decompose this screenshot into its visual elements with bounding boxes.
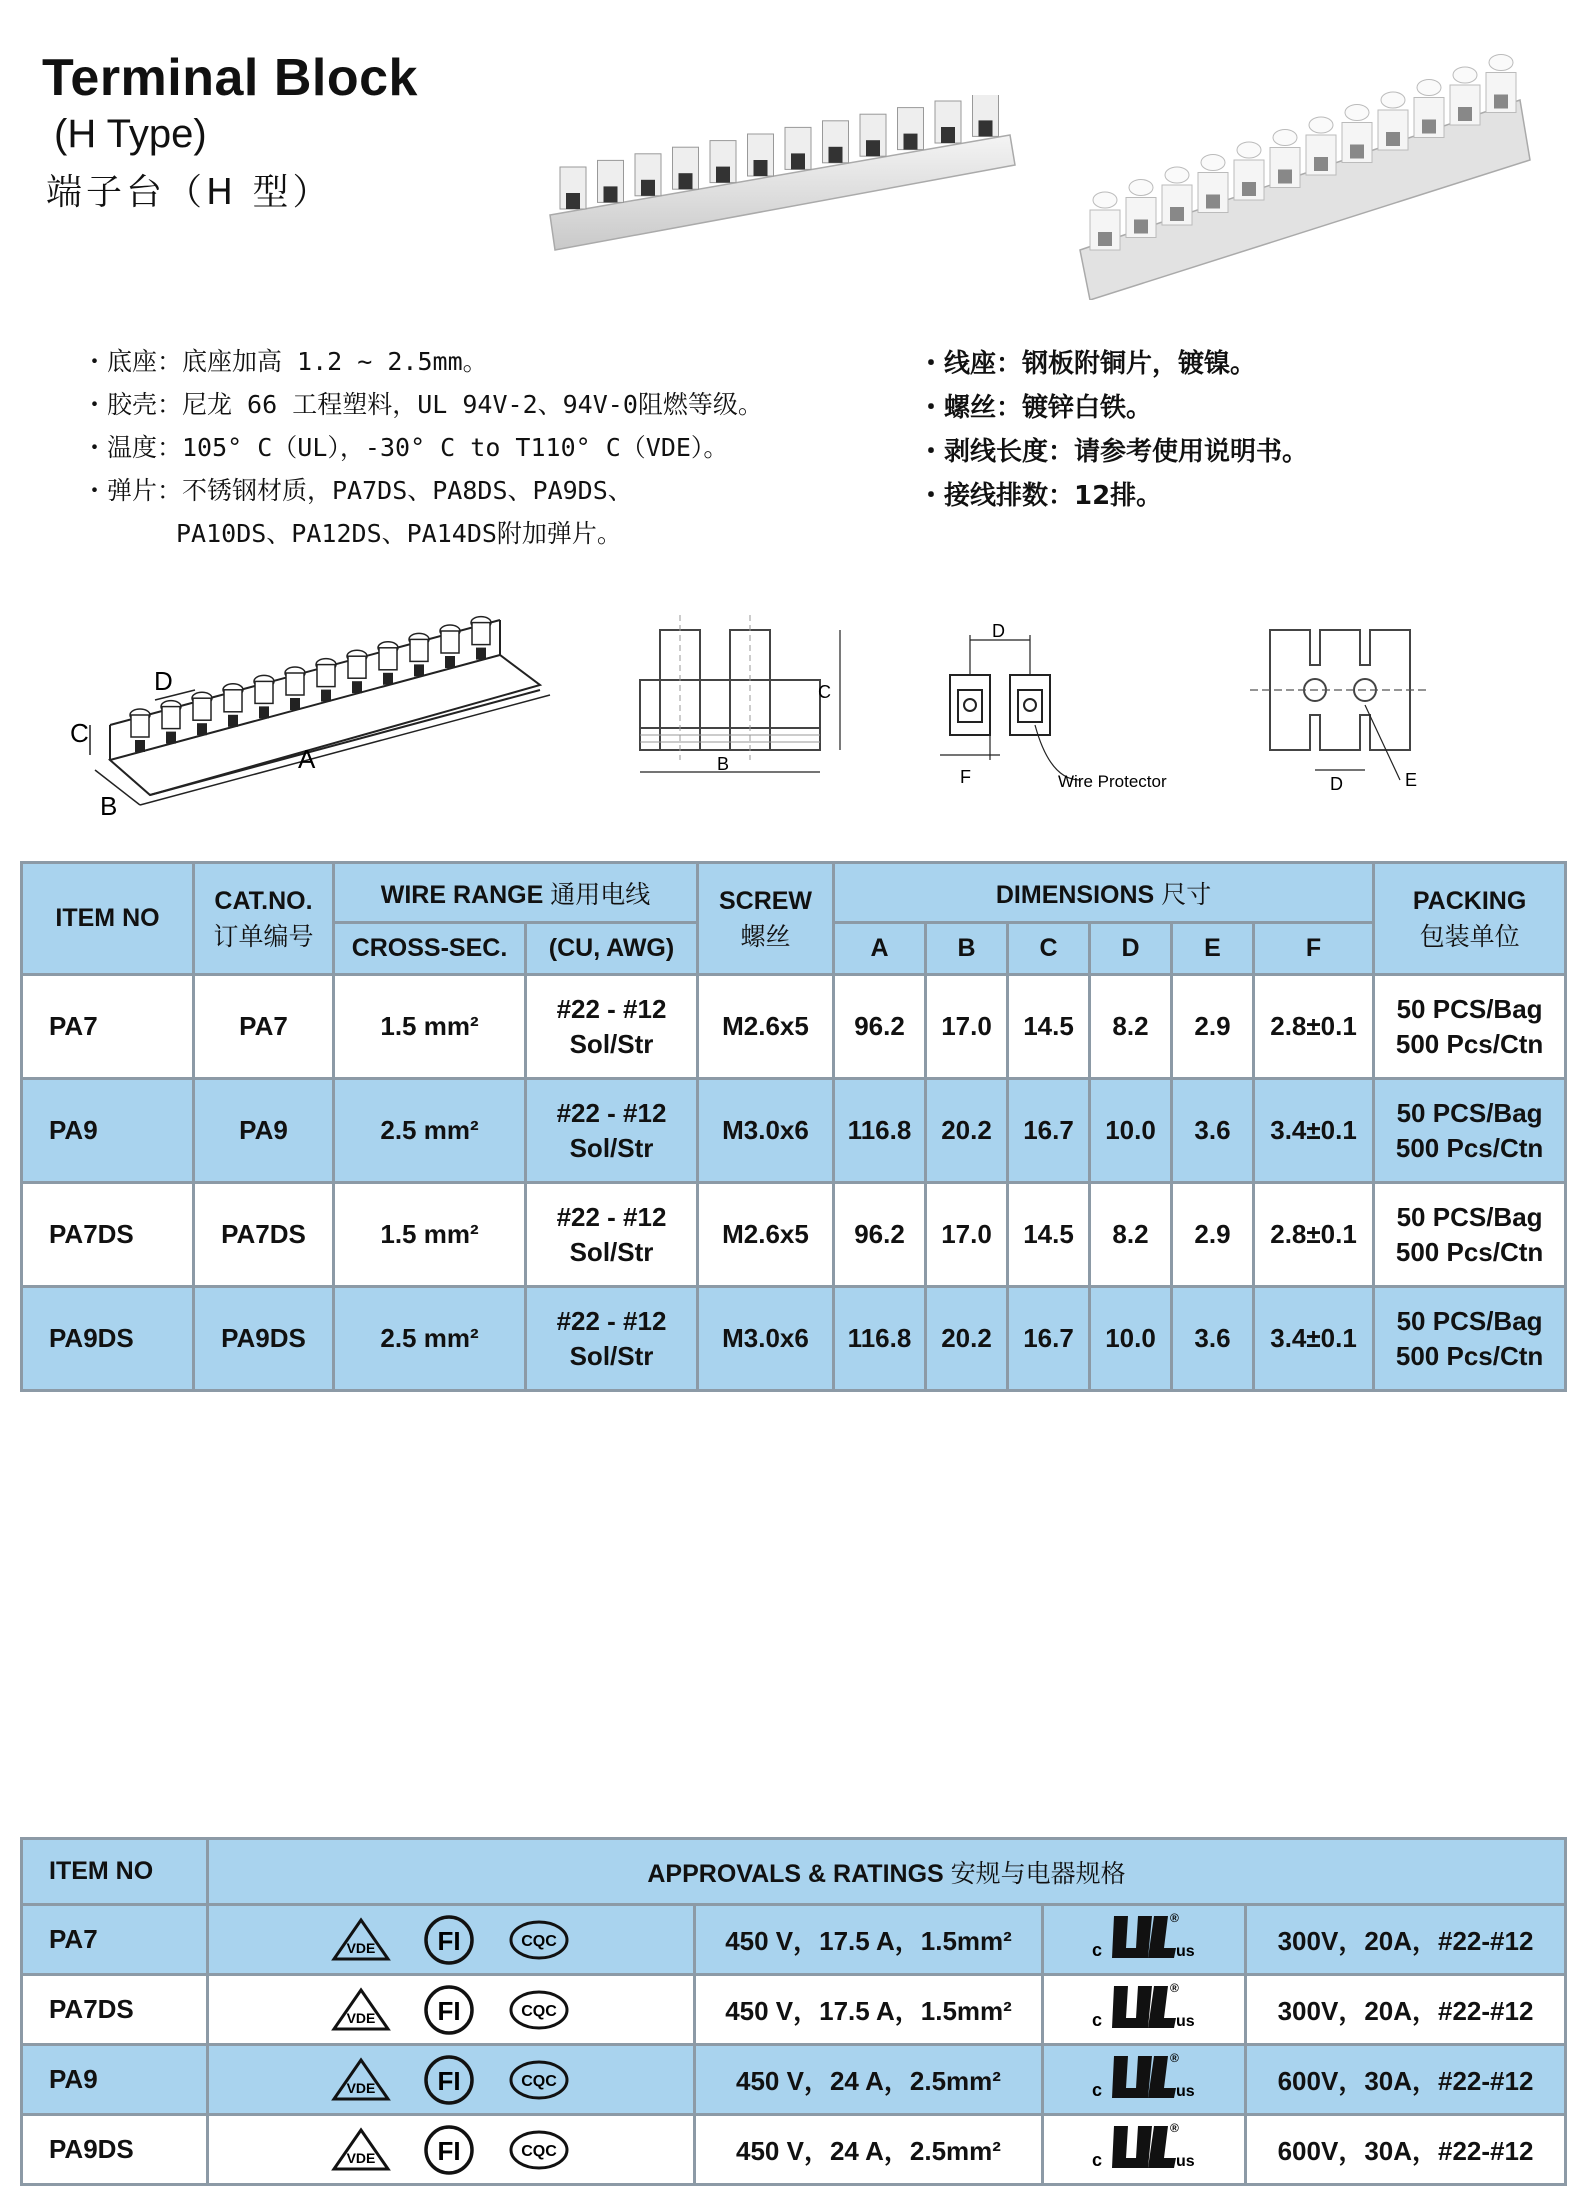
dim-d-cell: 10.0 — [1090, 1079, 1172, 1183]
col-header-approvals — [208, 1839, 1566, 1905]
col-header-cross-sec: CROSS-SEC. — [334, 923, 526, 975]
ul-us-text: us — [1176, 1943, 1195, 1960]
fi-mark-text: FI — [437, 2135, 461, 2166]
screw-body — [193, 698, 211, 720]
vde-rating-cell: 450 V，24 A，2.5mm² — [695, 2045, 1043, 2115]
screw-body — [286, 673, 304, 695]
terminal-screw — [1093, 192, 1117, 208]
col-header-item-no: ITEM NO — [22, 863, 194, 975]
dim-f-cell: 2.8±0.1 — [1254, 975, 1374, 1079]
ul-us-text: us — [1176, 2083, 1195, 2100]
dimension-label-d: D — [992, 621, 1005, 641]
top-view-drawing — [1250, 620, 1490, 800]
fi-mark-text: FI — [437, 1995, 461, 2026]
cat-no-cell: PA7 — [194, 975, 334, 1079]
screw-body — [410, 639, 428, 661]
dim-a-cell: 116.8 — [834, 1287, 926, 1391]
approvals-table — [20, 1837, 1567, 2186]
dim-c-cell: 14.5 — [1008, 975, 1090, 1079]
terminal-screw-hole — [679, 173, 693, 189]
table-row — [22, 1183, 1566, 1287]
fi-logo-icon — [422, 2123, 476, 2177]
cat-no-label-cn: 订单编号 — [213, 921, 314, 951]
screw-label: SCREW — [718, 886, 813, 915]
approvals-label-cn: 安规与电器规格 — [950, 1858, 1126, 1888]
table-row — [22, 975, 1566, 1079]
wire-range-label: WIRE RANGE — [380, 880, 544, 909]
feature-line: ・线座：钢板附铜片，镀镍。 — [918, 349, 1257, 379]
terminal-wire-hole — [1314, 157, 1328, 171]
col-header-dim-c: C — [1008, 923, 1090, 975]
terminal-screw — [1417, 80, 1441, 96]
table-row — [22, 1287, 1566, 1391]
screw-cell: M3.0x6 — [698, 1287, 834, 1391]
dimension-label-f: F — [960, 767, 971, 787]
terminal-wire-hole — [1206, 195, 1220, 209]
cqc-mark-text: CQC — [521, 1932, 558, 1950]
dimension-label-b: B — [717, 754, 730, 774]
col-header-dim-d: D — [1090, 923, 1172, 975]
dim-a-cell: 96.2 — [834, 1183, 926, 1287]
ul-rating-cell: 600V，30A，#22-#12 — [1246, 2045, 1566, 2115]
col-header-cat-no — [194, 863, 334, 975]
vde-logo-icon — [331, 1917, 391, 1963]
wire-hole — [476, 648, 486, 660]
terminal-screw — [1489, 55, 1513, 71]
item-no-cell: PA7DS — [22, 1975, 208, 2045]
packing-bag: 50 PCS/Bag — [1396, 1305, 1543, 1336]
wire-hole — [445, 656, 455, 668]
screw-body — [255, 681, 273, 703]
awg-type: Sol/Str — [569, 1132, 654, 1163]
terminal-screw — [1381, 92, 1405, 108]
dim-b-cell: 20.2 — [926, 1079, 1008, 1183]
screw-label-cn: 螺丝 — [740, 921, 791, 951]
feature-line: ・弹片：不锈钢材质，PA7DS、PA8DS、PA9DS、 — [82, 476, 633, 505]
dim-b-cell: 17.0 — [926, 1183, 1008, 1287]
ul-rating-cell: 300V，20A，#22-#12 — [1246, 1975, 1566, 2045]
approval-marks-cell — [208, 2045, 695, 2115]
cross-sec-cell: 1.5 mm² — [334, 1183, 526, 1287]
terminal-wire-hole — [1242, 182, 1256, 196]
item-no-cell: PA7DS — [22, 1183, 194, 1287]
packing-cell — [1374, 1183, 1566, 1287]
cul-us-logo-icon — [1084, 1908, 1204, 1964]
awg-cell — [526, 1287, 698, 1391]
terminal-screw-hole — [904, 134, 918, 150]
cqc-mark-text: CQC — [521, 2072, 558, 2090]
col-header-dimensions — [834, 863, 1374, 923]
dim-a-cell: 96.2 — [834, 975, 926, 1079]
screw-body — [131, 715, 149, 737]
cross-sec-cell: 1.5 mm² — [334, 975, 526, 1079]
ul-c-text: c — [1092, 2080, 1103, 2100]
dim-e-cell: 2.9 — [1172, 1183, 1254, 1287]
dimension-label-c: C — [70, 718, 89, 748]
dim-c-cell: 14.5 — [1008, 1183, 1090, 1287]
item-no-cell: PA7 — [22, 975, 194, 1079]
terminal-screw — [1273, 130, 1297, 146]
vde-rating-cell: 450 V，24 A，2.5mm² — [695, 2115, 1043, 2185]
wire-hole — [414, 664, 424, 676]
col-header-dim-f: F — [1254, 923, 1374, 975]
cross-sec-cell: 2.5 mm² — [334, 1079, 526, 1183]
table-row — [22, 2045, 1566, 2115]
feature-line: ・底座：底座加高 1.2 ~ 2.5mm。 — [82, 347, 488, 376]
packing-ctn: 500 Pcs/Ctn — [1395, 1132, 1544, 1163]
dimension-label-e: E — [1405, 770, 1418, 790]
col-header-packing — [1374, 863, 1566, 975]
dim-e-cell: 2.9 — [1172, 975, 1254, 1079]
approvals-label: APPROVALS & RATINGS — [647, 1859, 944, 1888]
terminal-screw — [1129, 180, 1153, 196]
feature-line: ・胶壳：尼龙 66 工程塑料，UL 94V-2、94V-0阻燃等级。 — [82, 390, 763, 419]
ul-rating-cell: 600V，30A，#22-#12 — [1246, 2115, 1566, 2185]
wire-protector-label: Wire Protector — [1058, 772, 1167, 791]
terminal-wire-hole — [1278, 170, 1292, 184]
terminal-screw-hole — [941, 127, 955, 143]
awg-cell — [526, 1079, 698, 1183]
fi-logo-icon — [422, 1913, 476, 1967]
vde-logo-icon — [331, 2057, 391, 2103]
wire-range-label-cn: 通用电线 — [550, 879, 651, 909]
packing-bag: 50 PCS/Bag — [1396, 993, 1543, 1024]
packing-ctn: 500 Pcs/Ctn — [1395, 1028, 1544, 1059]
packing-cell — [1374, 1287, 1566, 1391]
packing-cell — [1374, 1079, 1566, 1183]
approval-marks-cell — [208, 1905, 695, 1975]
wire-hole — [352, 681, 362, 693]
wire-hole — [383, 673, 393, 685]
screw-cell: M2.6x5 — [698, 1183, 834, 1287]
table-row — [22, 1905, 1566, 1975]
screw-body — [472, 623, 490, 645]
vde-logo-icon — [331, 1987, 391, 2033]
item-no-cell: PA9DS — [22, 2115, 208, 2185]
vde-mark-text: VDE — [346, 2009, 376, 2026]
fi-logo-icon — [422, 2053, 476, 2107]
wire-hole — [290, 698, 300, 710]
terminal-screw-hole — [566, 193, 580, 209]
terminal-screw-hole — [641, 180, 655, 196]
screw-body — [317, 665, 335, 687]
table-row — [22, 2115, 1566, 2185]
cross-sec-cell: 2.5 mm² — [334, 1287, 526, 1391]
terminal-wire-hole — [1494, 95, 1508, 109]
features-left — [82, 340, 763, 555]
dimension-label-c: C — [818, 682, 831, 702]
awg-type: Sol/Str — [569, 1028, 654, 1059]
terminal-screw-hole — [716, 167, 730, 183]
terminal-screw-hole — [866, 140, 880, 156]
dim-e-cell: 3.6 — [1172, 1287, 1254, 1391]
awg-cell — [526, 1183, 698, 1287]
packing-cell — [1374, 975, 1566, 1079]
isometric-drawing — [70, 590, 570, 830]
cul-us-logo-icon — [1084, 1978, 1204, 2034]
terminal-screw — [1453, 67, 1477, 83]
screw-cell: M3.0x6 — [698, 1079, 834, 1183]
vde-rating-cell: 450 V，17.5 A，1.5mm² — [695, 1975, 1043, 2045]
packing-bag: 50 PCS/Bag — [1396, 1201, 1543, 1232]
ul-us-text: us — [1176, 2153, 1195, 2170]
side-section-drawing — [630, 610, 860, 810]
col-header-dim-e: E — [1172, 923, 1254, 975]
fi-logo-icon — [422, 1983, 476, 2037]
cat-no-cell: PA9 — [194, 1079, 334, 1183]
feature-line: ・剥线长度：请参考使用说明书。 — [918, 437, 1309, 467]
wire-hole — [197, 723, 207, 735]
vde-logo-icon — [331, 2127, 391, 2173]
dimension-label-b: B — [100, 791, 118, 821]
dim-f-cell: 3.4±0.1 — [1254, 1079, 1374, 1183]
fi-mark-text: FI — [437, 2065, 461, 2096]
awg-range: #22 - #12 — [556, 1201, 667, 1232]
page-title: Terminal Block — [42, 49, 418, 107]
terminal-wire-hole — [1458, 107, 1472, 121]
terminal-wire-hole — [1170, 207, 1184, 221]
ul-rating-cell: 300V，20A，#22-#12 — [1246, 1905, 1566, 1975]
cul-us-logo-icon — [1084, 2048, 1204, 2104]
dim-c-cell: 16.7 — [1008, 1079, 1090, 1183]
wire-hole — [135, 740, 145, 752]
cqc-mark-text: CQC — [521, 2142, 558, 2160]
subtitle: (H Type) — [54, 112, 207, 156]
cat-no-label: CAT.NO. — [214, 886, 313, 915]
wire-hole — [228, 715, 238, 727]
packing-label: PACKING — [1412, 886, 1527, 915]
screw-cell: M2.6x5 — [698, 975, 834, 1079]
item-no-cell: PA7 — [22, 1905, 208, 1975]
subtitle-cn: 端子台（H 型） — [46, 172, 333, 213]
cat-no-cell: PA7DS — [194, 1183, 334, 1287]
dimensions-label-cn: 尺寸 — [1161, 879, 1212, 909]
vde-mark-text: VDE — [346, 2149, 376, 2166]
terminal-wire-hole — [1386, 132, 1400, 146]
terminal-screw — [1201, 155, 1225, 171]
terminal-screw-hole — [604, 186, 618, 202]
screw-body — [348, 656, 366, 678]
packing-bag: 50 PCS/Bag — [1396, 1097, 1543, 1128]
specification-table — [20, 861, 1567, 1392]
dim-c-cell: 16.7 — [1008, 1287, 1090, 1391]
feature-line: ・螺丝：镀锌白铁。 — [918, 393, 1153, 423]
screw-body — [441, 631, 459, 653]
table-row — [22, 1975, 1566, 2045]
item-no-cell: PA9 — [22, 1079, 194, 1183]
terminal-screw-hole — [979, 120, 993, 136]
col-header-screw — [698, 863, 834, 975]
col-header-dim-a: A — [834, 923, 926, 975]
terminal-wire-hole — [1134, 220, 1148, 234]
features-right — [918, 342, 1308, 518]
ul-c-text: c — [1092, 1940, 1103, 1960]
awg-type: Sol/Str — [569, 1236, 654, 1267]
dimension-label-d: D — [154, 666, 173, 696]
packing-ctn: 500 Pcs/Ctn — [1395, 1236, 1544, 1267]
terminal-wire-hole — [1422, 120, 1436, 134]
vde-rating-cell: 450 V，17.5 A，1.5mm² — [695, 1905, 1043, 1975]
awg-type: Sol/Str — [569, 1340, 654, 1371]
terminal-wire-hole — [1350, 145, 1364, 159]
dim-a-cell: 116.8 — [834, 1079, 926, 1183]
vde-mark-text: VDE — [346, 2079, 376, 2096]
dim-b-cell: 20.2 — [926, 1287, 1008, 1391]
terminal-screw — [1237, 142, 1261, 158]
dim-f-cell: 3.4±0.1 — [1254, 1287, 1374, 1391]
cqc-logo-icon — [507, 1987, 571, 2033]
packing-label-cn: 包装单位 — [1419, 921, 1520, 951]
cul-us-logo-icon — [1084, 2118, 1204, 2174]
table-row — [22, 1079, 1566, 1183]
ul-registered-text: ® — [1170, 1911, 1179, 1925]
col-header-dim-b: B — [926, 923, 1008, 975]
dim-d-cell: 8.2 — [1090, 975, 1172, 1079]
col-header-wire-range — [334, 863, 698, 923]
screw-body — [379, 648, 397, 670]
dim-d-cell: 8.2 — [1090, 1183, 1172, 1287]
dim-d-cell: 10.0 — [1090, 1287, 1172, 1391]
ul-registered-text: ® — [1170, 2051, 1179, 2065]
terminal-screw-hole — [754, 160, 768, 176]
feature-line: ・接线排数：12排。 — [918, 481, 1163, 511]
screw-body — [162, 707, 180, 729]
fi-mark-text: FI — [437, 1925, 461, 1956]
terminal-wire-hole — [1098, 232, 1112, 246]
wire-hole — [321, 690, 331, 702]
ul-logo-cell — [1043, 2045, 1246, 2115]
terminal-screw-hole — [791, 153, 805, 169]
awg-range: #22 - #12 — [556, 1097, 667, 1128]
dim-b-cell: 17.0 — [926, 975, 1008, 1079]
ul-logo-cell — [1043, 1975, 1246, 2045]
terminal-screw-hole — [829, 147, 843, 163]
terminal-screw — [1165, 167, 1189, 183]
vde-mark-text: VDE — [346, 1939, 376, 1956]
cqc-logo-icon — [507, 2057, 571, 2103]
ul-us-text: us — [1176, 2013, 1195, 2030]
cat-no-cell: PA9DS — [194, 1287, 334, 1391]
dimensions-label: DIMENSIONS — [995, 880, 1155, 909]
ul-c-text: c — [1092, 2150, 1103, 2170]
dim-f-cell: 2.8±0.1 — [1254, 1183, 1374, 1287]
col-header-item-no: ITEM NO — [22, 1839, 208, 1905]
cqc-mark-text: CQC — [521, 2002, 558, 2020]
dimension-label-d: D — [1330, 774, 1343, 794]
screw-body — [224, 690, 242, 712]
approval-marks-cell — [208, 2115, 695, 2185]
ul-logo-cell — [1043, 2115, 1246, 2185]
wire-hole — [166, 732, 176, 744]
awg-range: #22 - #12 — [556, 1305, 667, 1336]
ul-registered-text: ® — [1170, 2121, 1179, 2135]
ul-registered-text: ® — [1170, 1981, 1179, 1995]
awg-cell — [526, 975, 698, 1079]
dim-e-cell: 3.6 — [1172, 1079, 1254, 1183]
ul-c-text: c — [1092, 2010, 1103, 2030]
packing-ctn: 500 Pcs/Ctn — [1395, 1340, 1544, 1371]
product-photo-angle-view — [1060, 50, 1540, 300]
dimension-label-a: A — [298, 744, 316, 774]
wire-protector-drawing — [930, 615, 1190, 815]
terminal-screw — [1309, 117, 1333, 133]
approval-marks-cell — [208, 1975, 695, 2045]
cqc-logo-icon — [507, 1917, 571, 1963]
feature-line: PA10DS、PA12DS、PA14DS附加弹片。 — [176, 519, 622, 548]
terminal-screw — [1345, 105, 1369, 121]
wire-hole — [259, 706, 269, 718]
feature-line: ・温度：105° C（UL），-30° C to T110° C（VDE）。 — [82, 433, 729, 462]
item-no-cell: PA9 — [22, 2045, 208, 2115]
cqc-logo-icon — [507, 2127, 571, 2173]
ul-logo-cell — [1043, 1905, 1246, 1975]
product-photo-top-view — [540, 95, 1020, 265]
item-no-cell: PA9DS — [22, 1287, 194, 1391]
col-header-cu-awg: (CU, AWG) — [526, 923, 698, 975]
awg-range: #22 - #12 — [556, 993, 667, 1024]
